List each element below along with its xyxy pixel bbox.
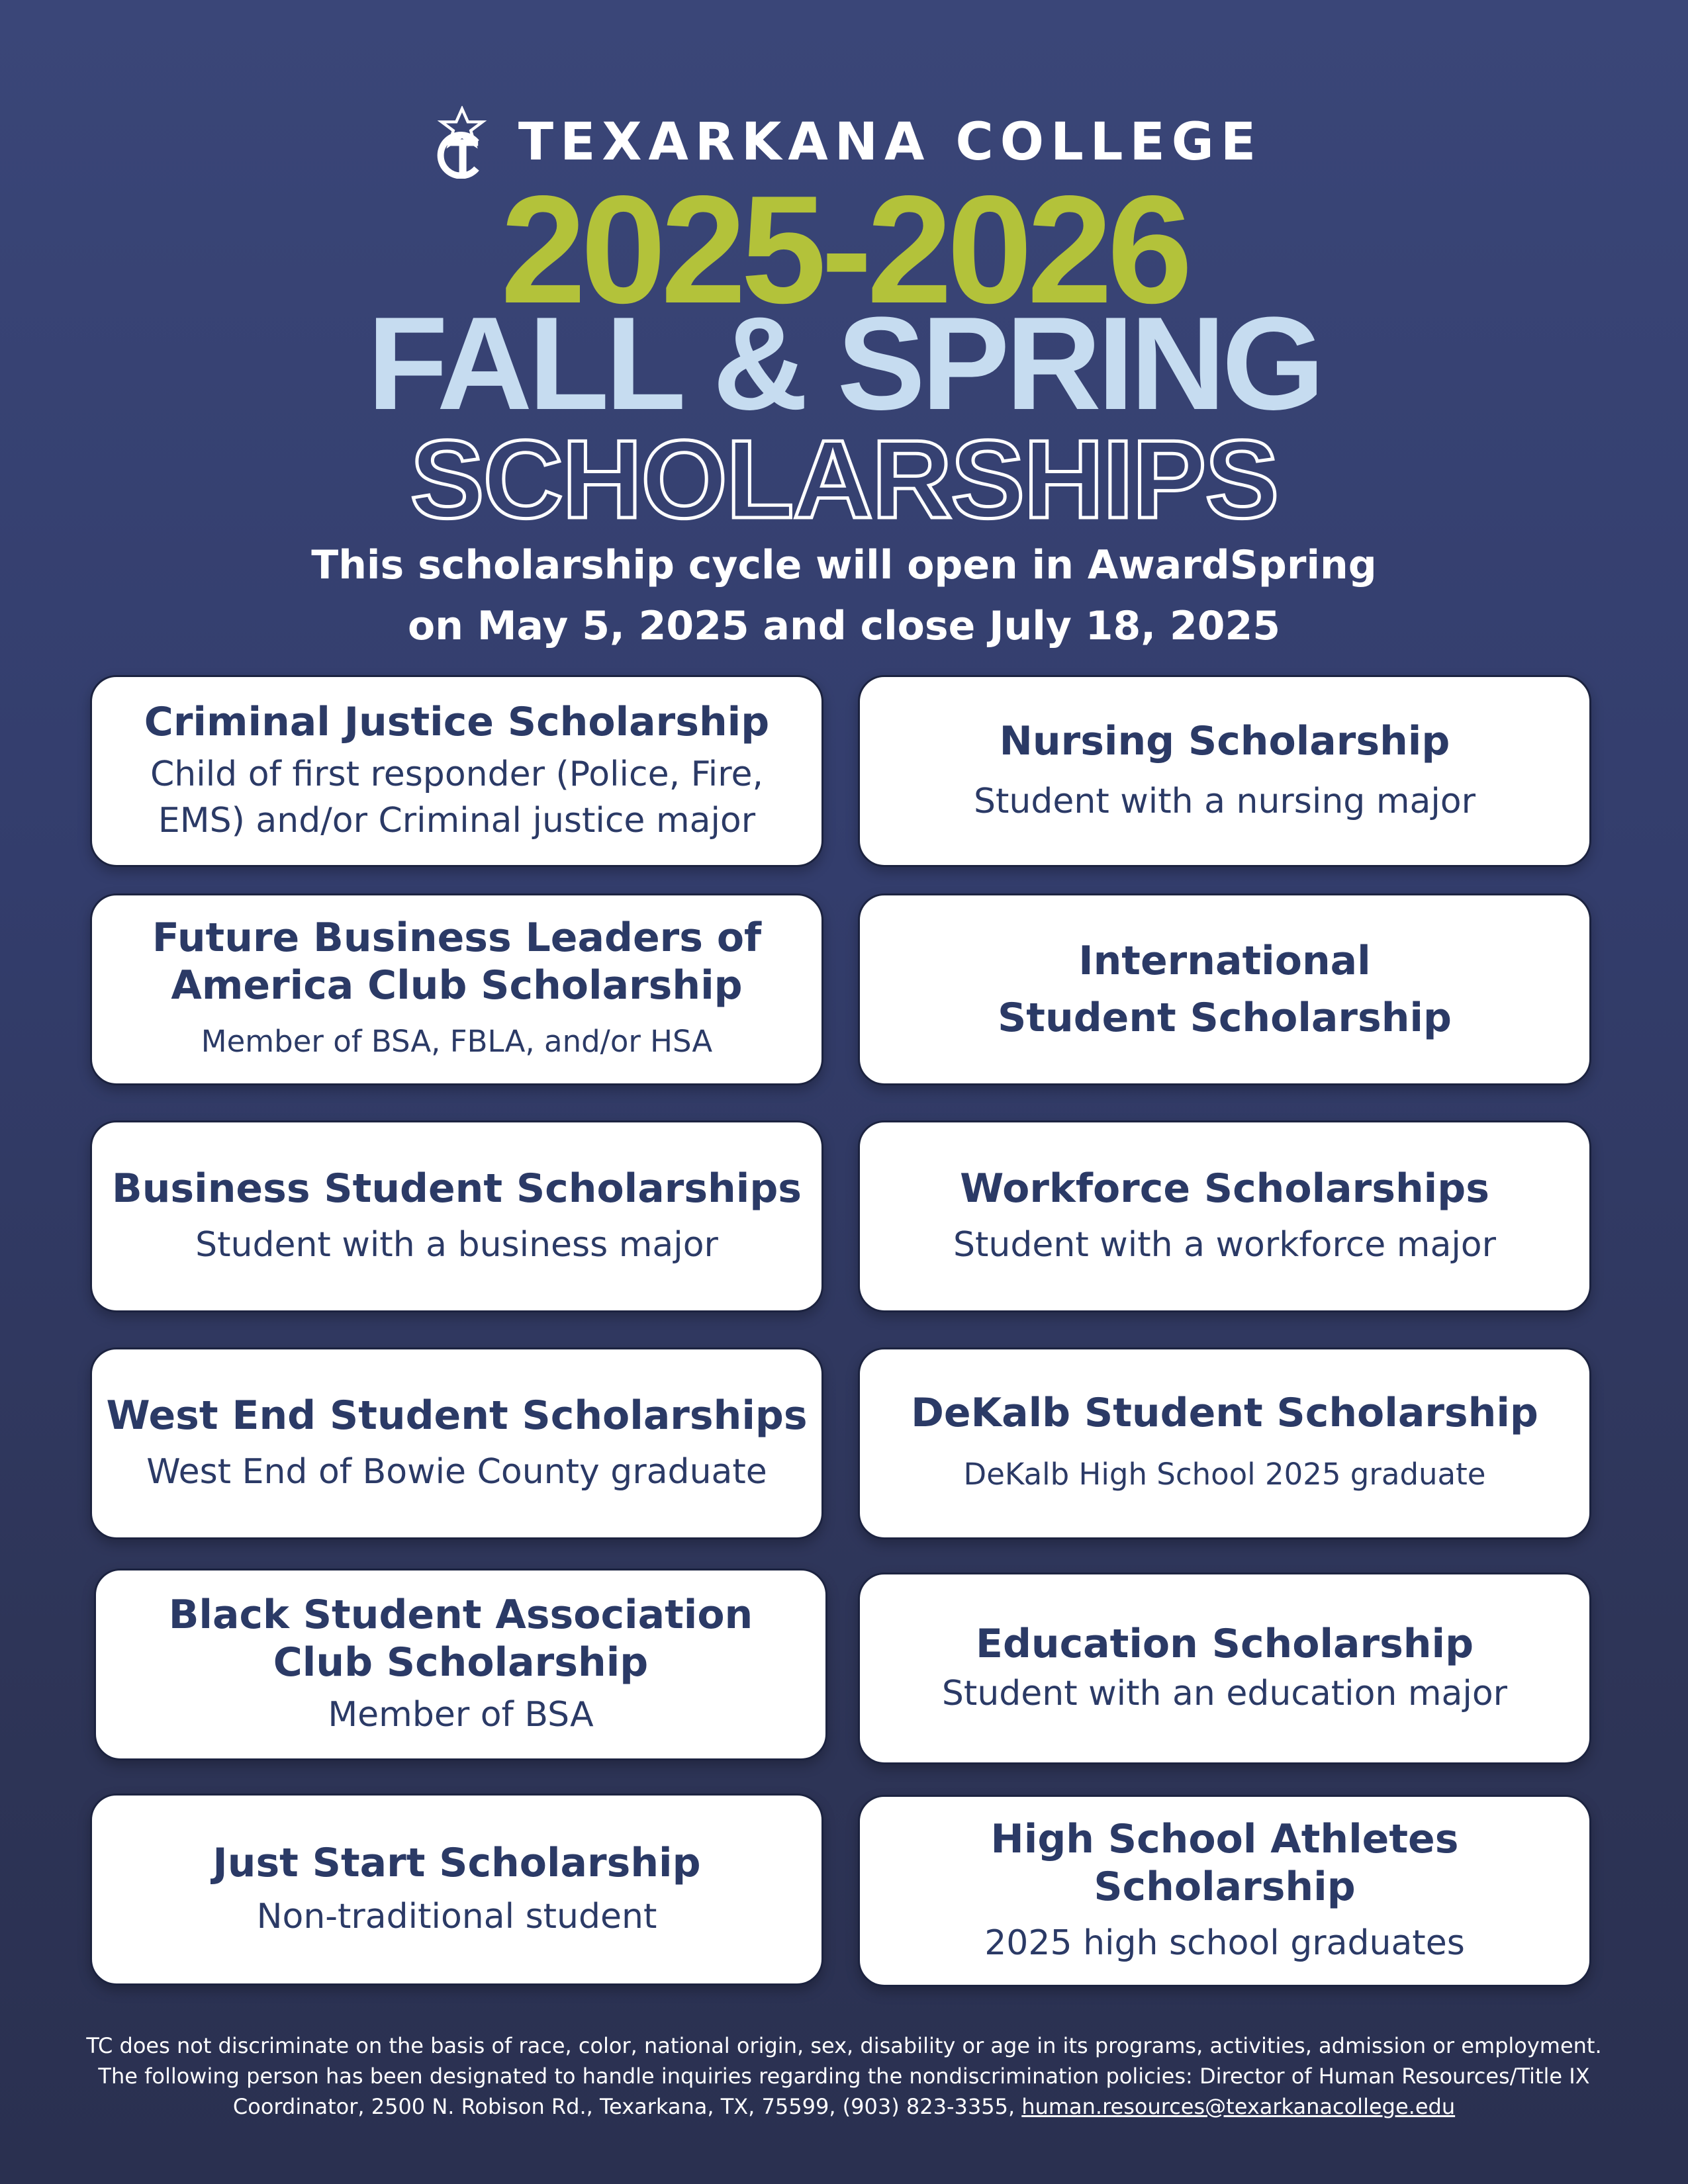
scholarship-card-west-end (90, 1347, 823, 1539)
scholarship-title: DeKalb Student Scholarship (911, 1390, 1538, 1436)
scholarship-title: Business Student Scholarships (111, 1165, 802, 1212)
scholarship-eligibility: Child of first responder (Police, Fire, EMS) and/or Criminal justice major (150, 754, 763, 841)
footer-address: Coordinator, 2500 N. Robison Rd., Texarkana, TX, 75599, (903) 823-3355, (232, 2094, 1015, 2119)
scholarship-eligibility: Student with an education major (941, 1674, 1508, 1713)
season-title: FALL & SPRING (367, 290, 1321, 437)
college-name: TEXARKANA COLLEGE (518, 113, 1263, 172)
scholarship-card-business-student (90, 1120, 823, 1312)
footer-line-1: TC does not discriminate on the basis of race, color, national origin, sex, disability or age in its programs, activities, admission or employment. (86, 2033, 1602, 2058)
scholarship-eligibility: West End of Bowie County graduate (146, 1452, 767, 1492)
scholarship-title: Nursing Scholarship (999, 718, 1450, 764)
scholarship-eligibility: 2025 high school graduates (984, 1923, 1465, 1963)
footer-line-2: The following person has been designated to handle inquiries regarding the nondiscrimination policies: Director of Human Resources/Title IX (98, 2064, 1590, 2089)
scholarship-eligibility: Student with a workforce major (953, 1225, 1496, 1265)
year-title: 2025-2026 (500, 164, 1188, 336)
scholarship-eligibility: Student with a business major (195, 1225, 718, 1265)
scholarship-title: Criminal Justice Scholarship (144, 699, 770, 745)
scholarship-card-international (858, 893, 1591, 1085)
scholarship-card-nursing (858, 675, 1591, 867)
scholarship-title: Black Student Association Club Scholarship (168, 1592, 753, 1686)
scholarship-title: Just Start Scholarship (212, 1840, 701, 1886)
cycle-note-line-1: This scholarship cycle will open in AwardSpring (311, 542, 1377, 588)
scholarship-eligibility: Non-traditional student (256, 1897, 657, 1936)
scholarship-card-just-start (90, 1794, 823, 1985)
scholarship-card-high-school-athletes (858, 1795, 1591, 1987)
footer-line-3 (66, 2091, 1622, 2122)
scholarship-title: West End Student Scholarships (106, 1392, 808, 1439)
scholarship-card-fbla (90, 893, 823, 1085)
cycle-dates-note (0, 535, 1688, 657)
scholarship-eligibility: Member of BSA, FBLA, and/or HSA (201, 1024, 713, 1059)
scholarship-eligibility: Student with a nursing major (974, 782, 1476, 821)
scholarship-card-workforce (858, 1120, 1591, 1312)
scholarship-eligibility: Member of BSA (328, 1695, 594, 1735)
texarkana-college-logo-icon (426, 106, 498, 179)
scholarship-title: Workforce Scholarships (960, 1165, 1489, 1212)
scholarship-card-dekalb (858, 1347, 1591, 1539)
scholarship-card-black-student-association (94, 1569, 827, 1760)
nondiscrimination-notice (66, 2030, 1622, 2122)
hr-email-link[interactable]: human.resources@texarkanacollege.edu (1021, 2094, 1456, 2119)
scholarship-card-education (858, 1572, 1591, 1764)
scholarship-title: High School Athletes Scholarship (990, 1816, 1459, 1910)
scholarship-title: Education Scholarship (975, 1621, 1474, 1667)
scholarship-title: Future Business Leaders of America Club Scholarship (152, 915, 762, 1009)
scholarship-card-criminal-justice (90, 675, 823, 867)
scholarship-eligibility: DeKalb High School 2025 graduate (963, 1457, 1486, 1492)
scholarship-title: International Student Scholarship (998, 938, 1452, 1041)
cycle-note-line-2: on May 5, 2025 and close July 18, 2025 (408, 603, 1280, 649)
scholarships-heading: SCHOLARSHIPS (410, 417, 1278, 541)
